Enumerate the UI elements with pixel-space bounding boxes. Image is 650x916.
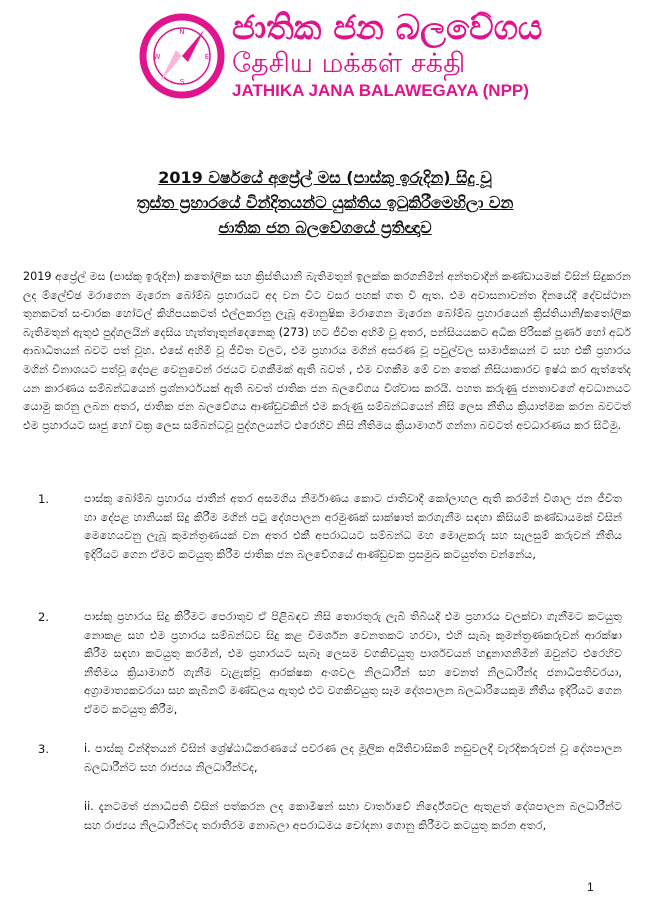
logo-letter-s: S [179,78,185,86]
letterhead [0,0,650,120]
title-line-1: 2019 වර්ෂයේ අප්‍රේල් මස (පාස්කු ඉරුදින) සිදු වූ [158,168,492,187]
item-subtext: ii. දැනටමත් ජනාධිපති විසින් පත්කරන ලද කොමිෂන් සභා වාර්තාවේ නිර්දේශවල ඇතුළත් දේශපාලන බලධාරීන්ට සහ රාජ්‍යය නිලධාරීන්ටද තරාතිරම නොබලා අපරාධමය චෝදනා ගොනු කිරීමට කටයුතු කරන අතර, [84,800,622,832]
org-name-tamil: தேசிய மக்கள் சக்தி [232,48,466,79]
intro-paragraph: 2019 අප්‍රේල් මස (පාස්කු ඉරුදින) කතෝලික සහ ක්‍රිස්තියානි බැතිමතුන් ඉලක්ක කරගනිමින් අන්තවාදීන් කණ්ඩායමක් විසින් සිදුකරන ලද ම්ලේච්ඡ මරාගෙන මැරෙන බෝම්බ ප්‍රහාරයට අද වන විට වසර පහක් ගත වී ඇත. එම අවාසනාවන්ත දිනයේදී දේවස්ථාන තුනකටත් සංචාරක හෝටල් කිහිපයකටත් එල්ලකරනු ලැබූ අමානුෂික මරාගෙන මැරෙන බෝම්බ ප්‍රහාරයෙන් ක්‍රිස්තියානි/කතෝලික බැතිමතුන් ඇතුළු පුද්ගලයින් දෙසිය හැත්තෑතුන්දෙනෙකු (273) හට ජීවිත අහිමි වූ අතර, පන්සියයකට අධික පිරිසක් පූර්ණ හෝ අර්ධ ආබාධිතයන් බවට පත් වූහ. එසේ අහිමි වූ ජීවිත වලට, එම ප්‍රහාරය මගින් අසරණ වූ පවුල්වල සාමාජිකයන් ට සහ එකී ප්‍රහාරය මගින් විනාශයට පත්වූ දේපළ වෙනුවෙන් රජයට වගකීමක් ඇති බවත් , එම වගකීම මේ වන තෙක් නිසියාකාරව ඉෂ්ඨ කර ඇත්තේද යන කාරණය සම්බන්ධයෙන් ප්‍රශ්නාර්ථයක් ඇති බවත් ජාතික ජන බලවේගය විශ්වාස කරයි. පහත කරුණු ජනතාවගේ අවධානයට යොමු කරනු ලබන අතර, ජාතික ජන බලවේගය ආණ්ඩුවකින් එම කරුණු සම්බන්ධයෙන් නිසි ලෙස නීතිය ක්‍රියාත්මක කරන බවටත් එම ප්‍රහාරයට සෘජු හෝ වක්‍ර ලෙස සම්බන්ධවූ පුද්ගලයන්ට එරෙහිව නිසි නීතිමය ක්‍රියාමාර්ග ගන්නා බවටත් අවධාරණය කර සිටිමු. [23,270,631,432]
compass-logo-icon [138,12,226,100]
logo-letter-e: E [204,53,210,61]
item-text: i. පාස්කු වින්දිතයන් විසින් ශ්‍රේෂ්ඨාධිකරණයේ පවරණ ලද මූලික අයිතිවාසිකම් නඩුවලදී වැරදිකරුවන් වූ දේශපාලන බලධාරීන්ට සහ රාජ්‍යය නිලධාරීන්ටද, [84,742,622,774]
logo-letter-w: W [153,53,161,61]
item-number: 2. [38,610,49,624]
organization-name [232,8,642,102]
org-name-english: JATHIKA JANA BALAWEGAYA (NPP) [232,81,529,100]
item-text: පාස්කු ප්‍රහාරය සිදු කිරීමට පෙරාතුව ඒ පිළිබඳව නිසි තොරතුරු ලැබී තිබියදී එම ප්‍රහාරය වලක්වා ගැනීමට කටයුතු නොකළ සහ එම ප්‍රහාරය සම්බන්ධව සිදු කළ විමර්ශන වෙනතකට හරවා, එහි සැබෑ කුමන්ත්‍රණකරුවන් ආරක්ෂා කිරීම සඳහා කටයුතු කරමින්, එම ප්‍රහාරයට සැබෑ ලෙසම වගකිවයුතු පාර්ශවයන් හඳුනාගනිමින් ඔවුන්ට එරෙහිව නීතිමය ක්‍රියාමාර්ග ගැනීම වැළැක්වූ ආරක්ෂක අංශවල නිලධාරීන් සහ වෙනත් නිලධාරීන්ද ජනාධිපතිවරයා, අග්‍රාමාත්‍යකවරයා සහ කැබිනට් මණ්ඩලය ඇතුළු එට වගකිවයුතු සෑම දේශපාලන බලධාරියෙකුම නීතිය ඉදිරියට ගෙන ඒමට කටයුතු කිරීම, [84,610,622,716]
logo-letter-n: N [179,28,185,36]
page-number: 1 [587,880,594,894]
item-number: 3. [38,742,49,756]
item-text: පාස්කු බෝම්බ ප්‍රහාරය ජාතීන් අතර අසමගිය නිර්මාණය කොට ජාතිවාදී කෝලාහල ඇති කරමින් විශාල ජන ජීවිත හා දේපළ හානියක් සිදු කිරීම මගින් පටු දේශපාලන අරමුණක් සාක්ෂාත් කරගැනීම සඳහා කිසියම් කණ්ඩායමක් විසින් මෙහෙයවනු ලැබූ කුමන්ත්‍රණයක් වන අතර එකී අපරාධයට සම්බන්ධ මහ මොළකරු සහ සැලසුම් කරුවන් නීතිය ඉදිරියට ගෙන ඒමට කටයුතු කිරීම ජාතික ජන බලවේගයේ ආණ්ඩුවක ප්‍රසමුඛ කටයුත්ත වන්නේය, [84,492,622,561]
item-number: 1. [38,492,49,506]
title-line-3: ජාතික ජන බලවේගයේ ප්‍රතිඥාව [218,218,432,237]
org-name-sinhala: ජාතික ජන බලවේගය [232,8,543,48]
document-title [40,165,610,240]
title-line-2: ත්‍රස්ත ප්‍රහාරයේ වින්දිතයන්ට යුක්තිය ඉටුකිරීමෙහිලා වන [136,193,514,212]
